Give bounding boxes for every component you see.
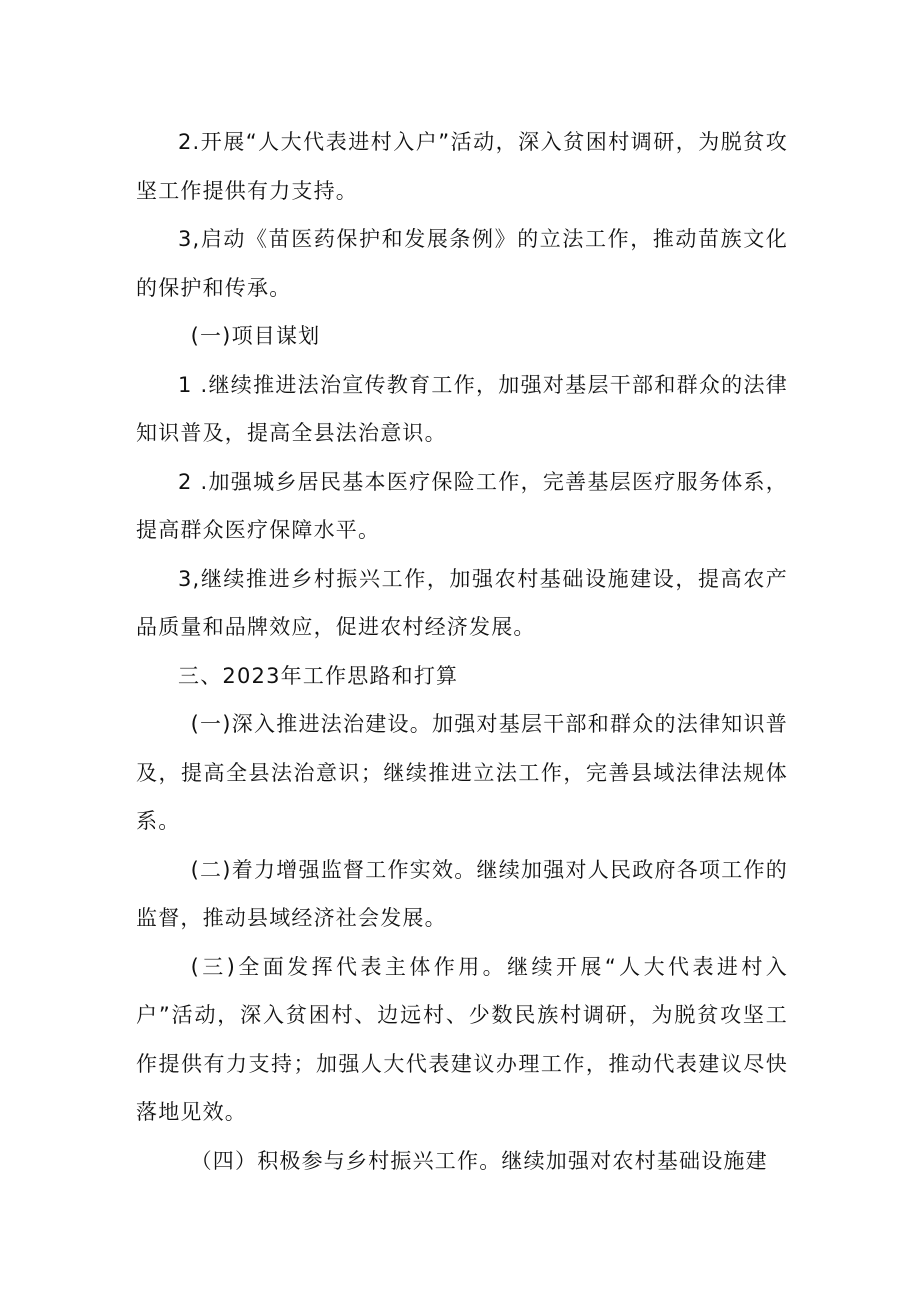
- paragraph-2-village-visit: 2.开展“人大代表进村入户”活动，深入贫困村调研，为脱贫攻坚工作提供有力支持。: [136, 130, 788, 203]
- document-body: [136, 118, 788, 1185]
- paragraph-1-legal-education: 1 .继续推进法治宣传教育工作，加强对基层干部和群众的法律知识普及，提高全县法治意识。: [136, 372, 788, 445]
- paragraph-rural-work: （四）积极参与乡村振兴工作。继续加强对农村基础设施建: [190, 1148, 768, 1173]
- paragraph-3-miao-medicine: 3,启动《苗医药保护和发展条例》的立法工作，推动苗族文化的保护和传承。: [136, 227, 788, 300]
- section-heading-project-planning: (一)项目谋划: [190, 324, 321, 348]
- paragraph-supervision: (二)着力增强监督工作实效。继续加强对人民政府各项工作的监督，推动县域经济社会发展。: [136, 857, 788, 930]
- paragraph-2-medical-insurance: 2 .加强城乡居民基本医疗保险工作，完善基层医疗服务体系，提高群众医疗保障水平。: [136, 469, 788, 542]
- paragraph-representatives: (三)全面发挥代表主体作用。继续开展“人大代表进村入户”活动，深入贫困村、边远村、少数民族村调研，为脱贫攻坚工作提供有力支持；加强人大代表建议办理工作，推动代表建议尽快落地见效。: [136, 954, 788, 1124]
- section-heading-2023-plan: 三、2023年工作思路和打算: [178, 663, 459, 688]
- paragraph-rule-of-law: (一)深入推进法治建设。加强对基层干部和群众的法律知识普及，提高全县法治意识；继续推进立法工作，完善县域法律法规体系。: [136, 712, 788, 833]
- paragraph-3-rural-revitalization: 3,继续推进乡村振兴工作，加强农村基础设施建设，提高农产品质量和品牌效应，促进农村经济发展。: [136, 566, 788, 639]
